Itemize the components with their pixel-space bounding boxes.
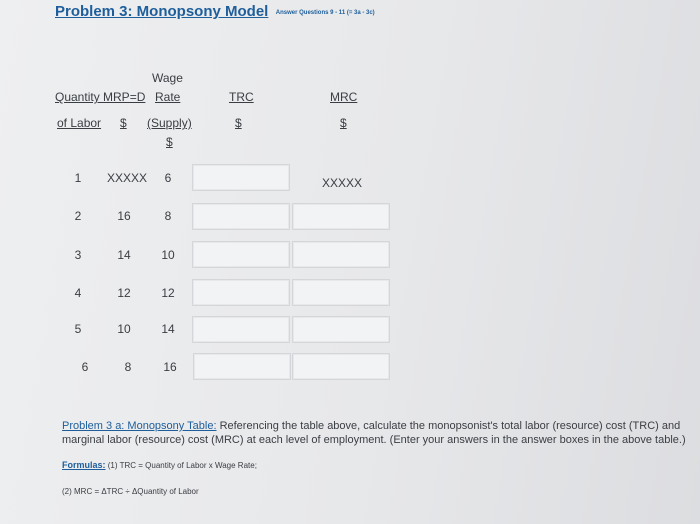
header-quantity-mrp: Quantity MRP=D bbox=[55, 90, 146, 104]
header-mrc-dollar: $ bbox=[340, 116, 347, 130]
formula-1: (1) TRC = Quantity of Labor x Wage Rate; bbox=[107, 461, 257, 470]
header-supply: (Supply) bbox=[147, 116, 192, 130]
row-1-wage: 6 bbox=[164, 171, 172, 185]
trc-input-row-3[interactable] bbox=[192, 241, 290, 268]
row-2-mrp: 16 bbox=[117, 209, 131, 223]
header-trc-dollar: $ bbox=[235, 116, 242, 130]
trc-input-row-2[interactable] bbox=[192, 203, 290, 230]
header-wage: Wage bbox=[152, 71, 183, 85]
page-subtitle: Answer Questions 9 - 11 (= 3a - 3c) bbox=[275, 10, 375, 16]
row-5-quantity: 5 bbox=[74, 322, 82, 336]
trc-input-row-4[interactable] bbox=[192, 279, 290, 306]
row-3-quantity: 3 bbox=[74, 248, 82, 262]
formula-2: (2) MRC = ΔTRC ÷ ΔQuantity of Labor bbox=[62, 487, 199, 496]
row-6-wage: 16 bbox=[163, 360, 177, 374]
formula-line-1 bbox=[62, 460, 257, 470]
header-of-labor: of Labor bbox=[57, 116, 102, 130]
row-6-mrp: 8 bbox=[124, 360, 132, 374]
header-mrc: MRC bbox=[330, 90, 358, 104]
trc-input-row-1[interactable] bbox=[192, 164, 290, 191]
problem-3a-body: Referencing the table above, calculate the monopsonist's total labor (resource) cost (TRC) and marginal labor (resource) cost (MRC) at each level of employment. (Enter your answers in the answer boxes in the above table.) bbox=[62, 420, 686, 446]
row-1-mrc-placeholder: XXXXX bbox=[322, 176, 363, 190]
row-1-quantity: 1 bbox=[74, 171, 82, 185]
row-5-wage: 14 bbox=[161, 322, 175, 336]
row-3-wage: 10 bbox=[161, 248, 175, 262]
header-wage-dollar: $ bbox=[166, 135, 173, 149]
header-trc: TRC bbox=[229, 90, 254, 104]
row-3-mrp: 14 bbox=[117, 248, 131, 262]
row-2-quantity: 2 bbox=[74, 209, 82, 223]
mrc-input-row-2[interactable] bbox=[292, 203, 390, 230]
row-1-mrp: XXXXX bbox=[106, 171, 148, 185]
row-4-quantity: 4 bbox=[74, 286, 82, 300]
header-rate: Rate bbox=[155, 90, 181, 104]
row-6-quantity: 6 bbox=[81, 360, 89, 374]
mrc-input-row-6[interactable] bbox=[292, 353, 390, 380]
title-row bbox=[55, 3, 375, 21]
mrc-input-row-4[interactable] bbox=[292, 279, 390, 306]
problem-3a-label: Problem 3 a: Monopsony Table: bbox=[62, 420, 217, 432]
row-4-mrp: 12 bbox=[117, 286, 131, 300]
page-title: Problem 3: Monopsony Model bbox=[55, 3, 269, 20]
row-4-wage: 12 bbox=[161, 286, 175, 300]
row-2-wage: 8 bbox=[164, 209, 172, 223]
mrc-input-row-5[interactable] bbox=[292, 316, 390, 343]
mrc-input-row-3[interactable] bbox=[292, 241, 390, 268]
trc-input-row-5[interactable] bbox=[192, 316, 290, 343]
trc-input-row-6[interactable] bbox=[193, 353, 291, 380]
header-mrp-dollar: $ bbox=[120, 116, 127, 130]
problem-3a-text bbox=[62, 419, 692, 447]
row-5-mrp: 10 bbox=[117, 322, 131, 336]
formulas-label: Formulas: bbox=[62, 460, 106, 470]
